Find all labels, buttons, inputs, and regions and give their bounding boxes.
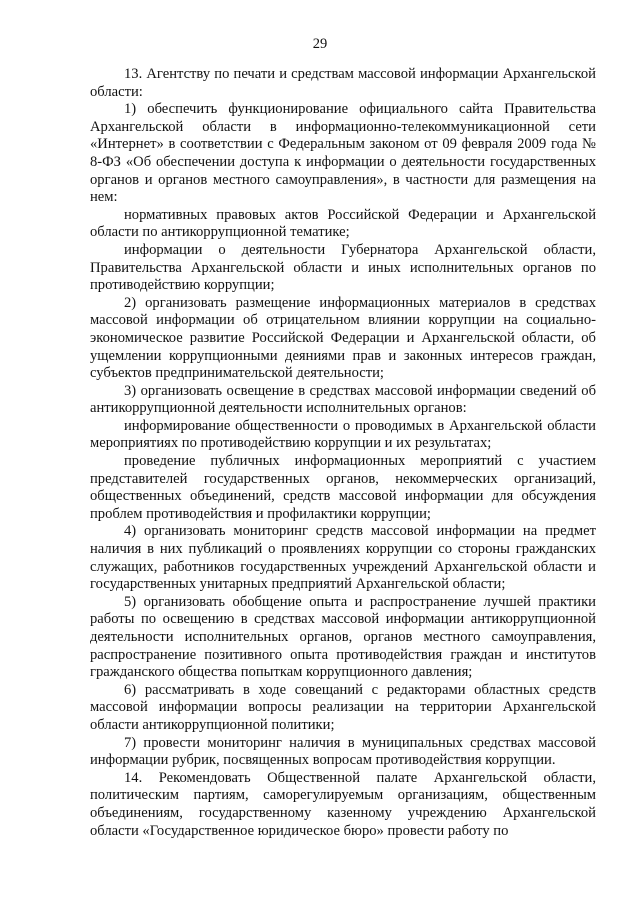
paragraph: 4) организовать мониторинг средств массовой информации на предмет наличия в них публикаций о проявлениях коррупции со стороны гражданских служащих, работников государственных учреждений Архангельской области и государственных унитарных предприятий Архангельской области;	[90, 523, 596, 593]
paragraph: 6) рассматривать в ходе совещаний с редакторами областных средств массовой информации вопросы реализации на территории Архангельской области антикоррупционной политики;	[90, 681, 596, 733]
paragraph: 14. Рекомендовать Общественной палате Архангельской области, политическим партиям, саморегулируемым организациям, общественным объединениям, государственному казенному учреждению Архангельской области «Государственное юридическое бюро» провести работу по	[90, 769, 596, 839]
paragraph: 7) провести мониторинг наличия в муниципальных средствах массовой информации рубрик, посвященных вопросам противодействия коррупции.	[90, 734, 596, 769]
paragraph: 2) организовать размещение информационных материалов в средствах массовой информации об отрицательном влиянии коррупции на социально-экономическое развитие Российской Федерации и Архангельской области, об ущемлении коррупционными деяниями прав и законных интересов граждан, субъектов предпринимательской деятельности;	[90, 294, 596, 382]
paragraph: информирование общественности о проводимых в Архангельской области мероприятиях по противодействию коррупции и их результатах;	[90, 417, 596, 452]
paragraph: проведение публичных информационных мероприятий с участием представителей государственных органов, некоммерческих организаций, общественных объединений, средств массовой информации для обсуждения проблем противодействия и профилактики коррупции;	[90, 453, 596, 522]
paragraph: 3) организовать освещение в средствах массовой информации сведений об антикоррупционной деятельности исполнительных органов:	[90, 382, 596, 417]
paragraph: 5) организовать обобщение опыта и распространение лучшей практики работы по освещению в средствах массовой информации антикоррупционной деятельности исполнительных органов, органов местного самоуправления, распространение позитивного опыта противодействия граждан и институтов гражданского общества попыткам коррупционного давления;	[90, 593, 596, 681]
document-body	[90, 66, 596, 840]
paragraph: 1) обеспечить функционирование официального сайта Правительства Архангельской области в информационно-телекоммуникационной сети «Интернет» в соответствии с Федеральным законом от 09 февраля 2009 года № 8-ФЗ «Об обеспечении доступа к информации о деятельности государственных органов и органов местного самоуправления», в частности для размещения на нем:	[90, 101, 596, 206]
paragraph: нормативных правовых актов Российской Федерации и Архангельской области по антикоррупционной тематике;	[90, 206, 596, 241]
paragraph: информации о деятельности Губернатора Архангельской области, Правительства Архангельской области и иных исполнительных органов по противодействию коррупции;	[90, 241, 596, 294]
paragraph: 13. Агентству по печати и средствам массовой информации Архангельской области:	[90, 66, 596, 100]
page-number: 29	[312, 36, 328, 52]
